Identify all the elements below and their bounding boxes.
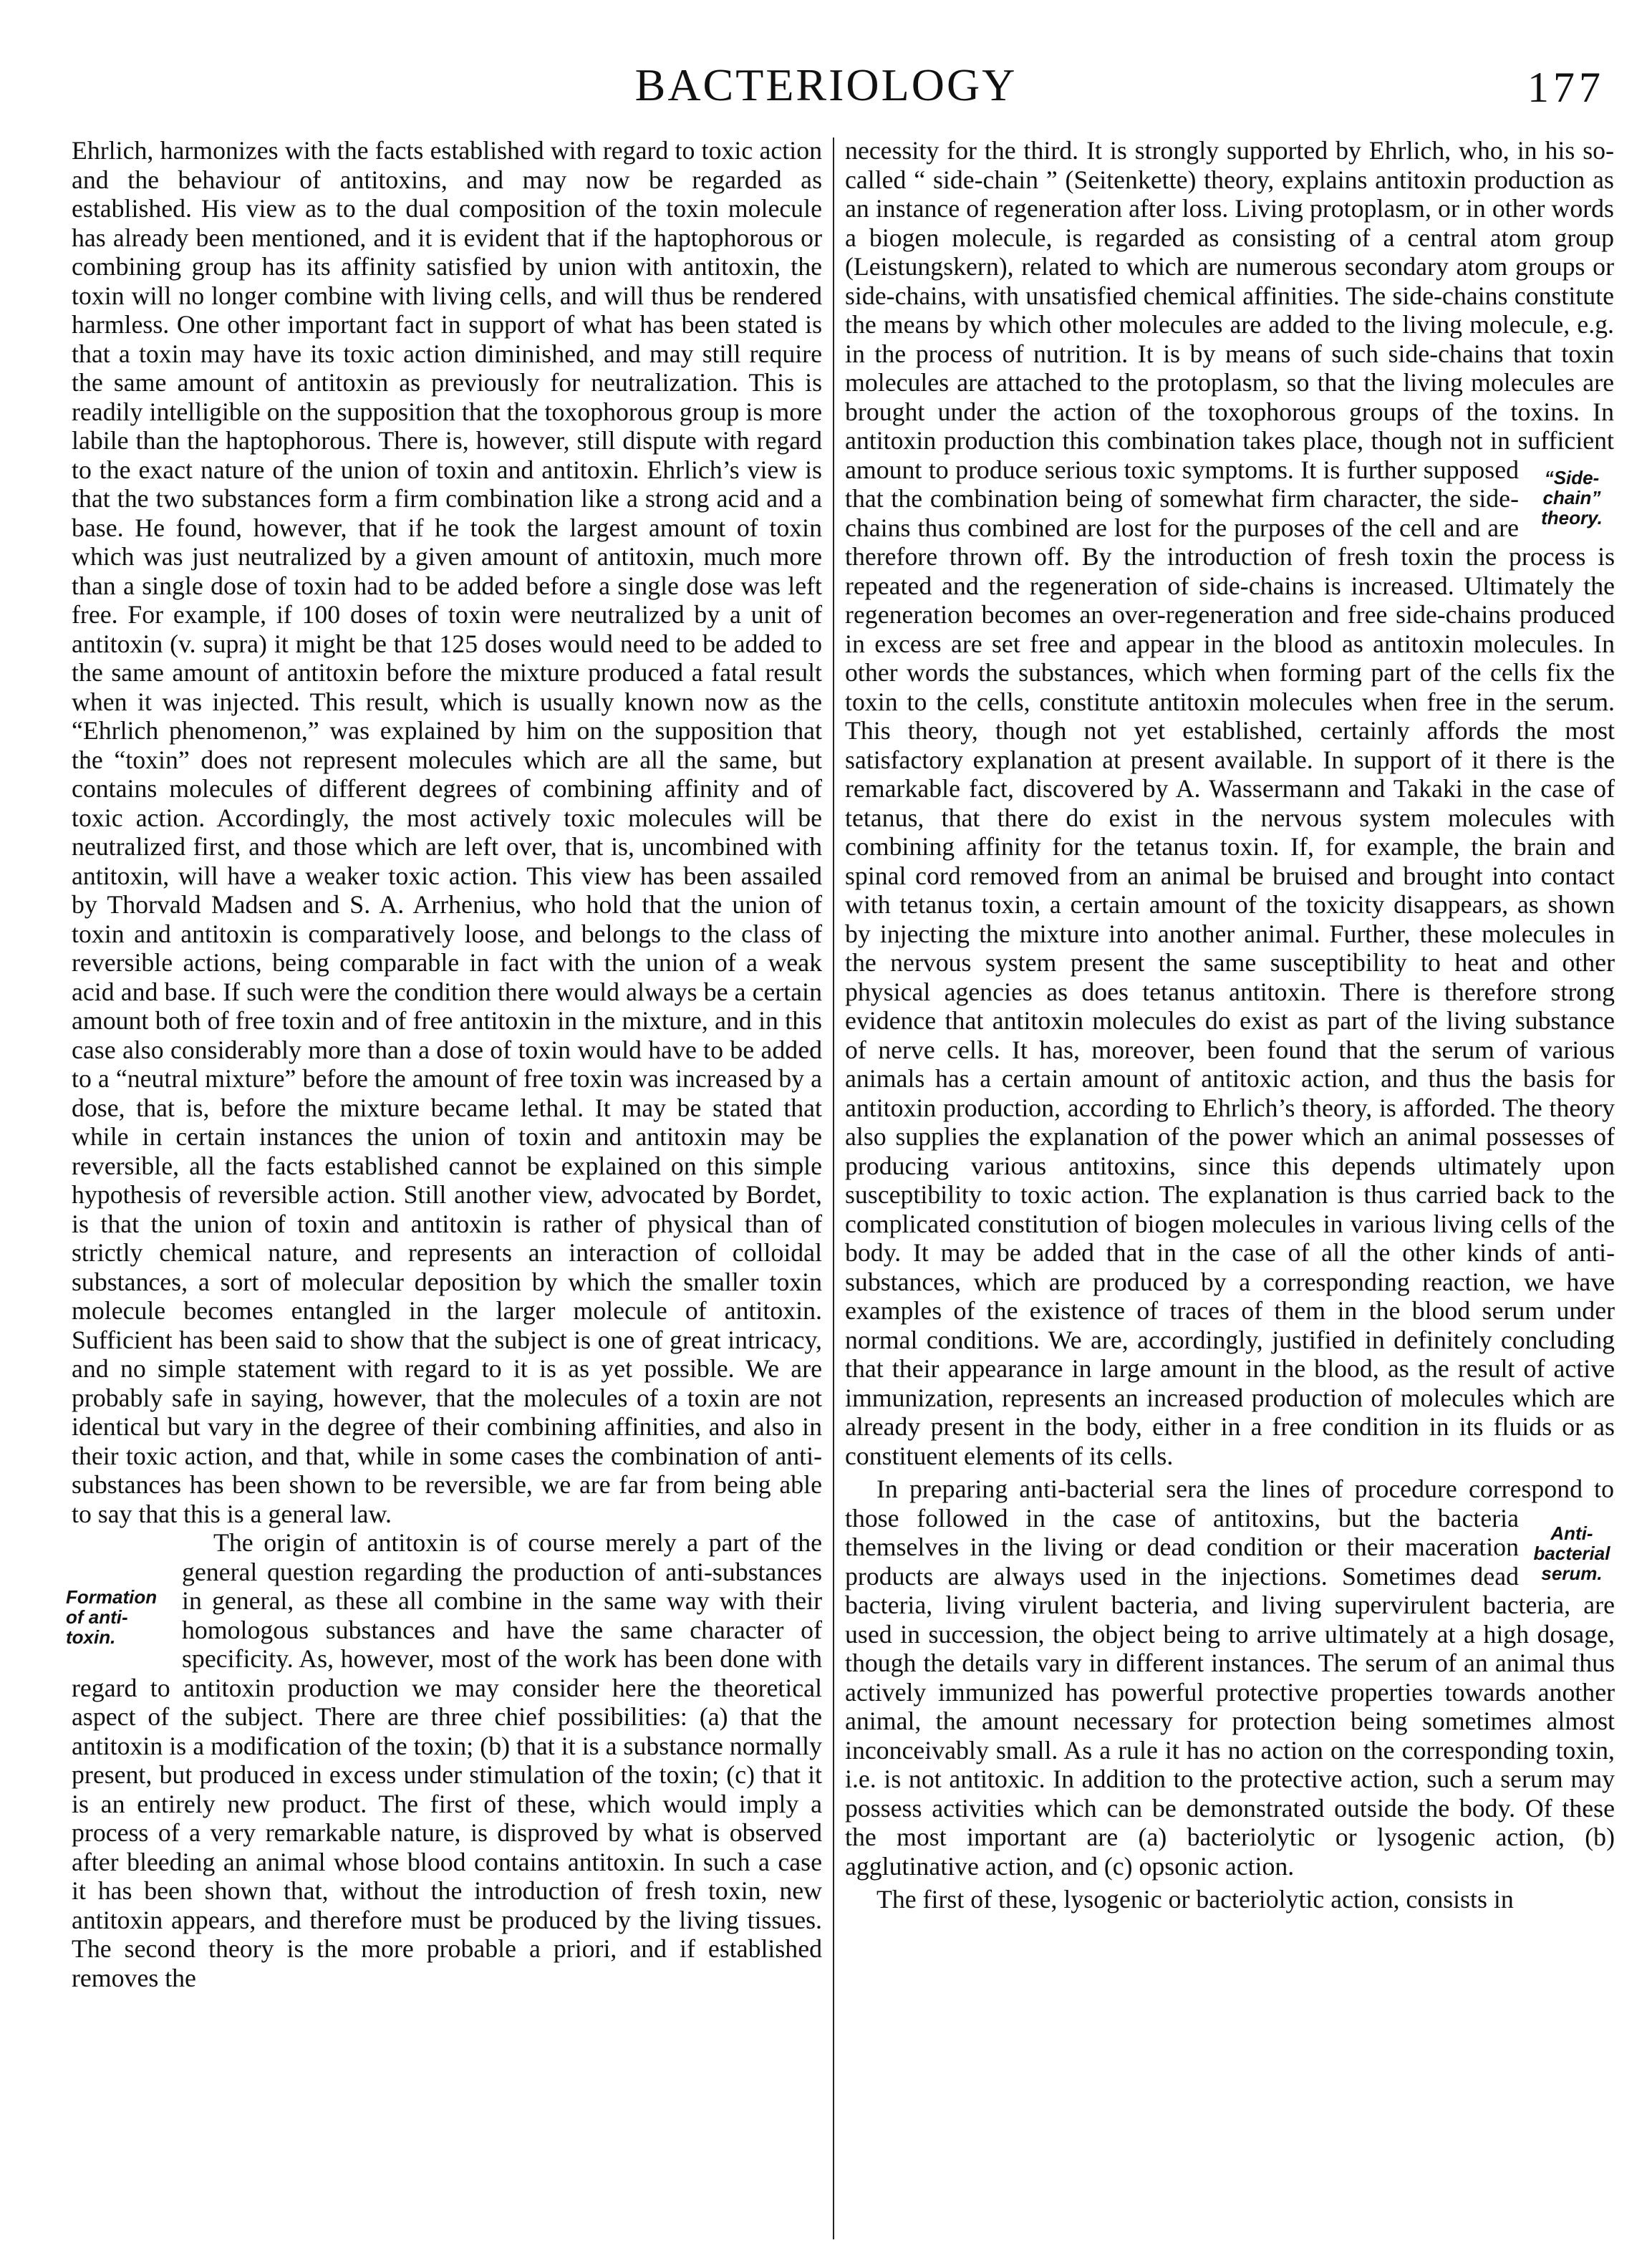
sidenote-side-chain-theory: “Side- chain” theory. [1541,467,1603,529]
paragraph-origin-of-antitoxin-block [66,1528,822,1992]
page-number: 177 [1527,64,1605,111]
running-head [0,59,1652,116]
column-divider [833,137,834,2239]
right-column [845,136,1615,1914]
page-title: BACTERIOLOGY [634,59,1018,110]
left-column [66,136,822,1992]
paragraph-side-chain-block [845,136,1615,1470]
paragraph-lysogenic-action: The first of these, lysogenic or bacteriolytic action, consists in [876,1885,1514,1914]
paragraph-anti-bacterial-block [845,1475,1615,1881]
paragraph-side-chain-theory: necessity for the third. It is strongly supported by Ehrlich, who, in his so-called “ side-chain ” (Seitenkette) theory, explains antitoxin production as an instance of regeneration after loss. Living protoplasm, or in other words a biogen molecule, is regarded as consisting of a central atom group (Leistungskern), related to which are numerous secondary atom groups or side-chains, with unsatisfied chemical affinities. The side-chains constitute the means by which other molecules are added to the living molecule, e.g. in the process of nutrition. It is by means of such side-chains that toxin molecules are attached to the protoplasm, so that the living molecules are brought under the action of the toxophorous groups of the toxins. In antitoxin production this combination takes place, though not in sufficient amount to produce serious toxic symptoms. It is further supposed that the combination being of somewhat firm character, the side-chains thus combined are lost for the purposes of the cell and are therefore thrown off. By the introduction of fresh toxin the process is repeated and the regeneration of side-chains is increased. Ultimately the regeneration becomes an over-regeneration and free side-chains produced in excess are set free and appear in the blood as antitoxin molecules. In other words the substances, which when forming part of the cells fix the toxin to the cells, constitute antitoxin molecules when free in the serum. This theory, though not yet established, certainly affords the most satisfactory explanation at present available. In support of it there is the remarkable fact, discovered by A. Wassermann and Takaki in the case of tetanus, that there do exist in the nervous system molecules with combining affinity for the tetanus toxin. If, for example, the brain and spinal cord removed from an animal be bruised and brought into contact with tetanus toxin, a certain amount of the toxicity disappears, as shown by injecting the mixture into another animal. Further, these molecules in the nervous system present the same susceptibility to heat and other physical agencies as does tetanus antitoxin. There is therefore strong evidence that antitoxin molecules do exist as part of the living substance of nerve cells. It has, moreover, been found that the serum of various animals has a certain amount of antitoxic action, and thus the basis for antitoxin production, according to Ehrlich’s theory, is afforded. The theory also supplies the explanation of the power which an animal possesses of producing various antitoxins, since this depends ultimately upon susceptibility to toxic action. The explanation is thus carried back to the complicated constitution of biogen molecules in various living cells of the body. It may be added that in the case of all the other kinds of anti-substances, which are produced by a corresponding reaction, we have examples of the existence of traces of them in the blood serum under normal conditions. We are, accordingly, justified in definitely concluding that their appearance in large amount in the blood, as the result of active immunization, represents an increased production of molecules which are already present in the body, either in a free condition in its fluids or as constituent elements of its cells. [845,136,1615,1470]
paragraph-anti-bacterial-sera: In preparing anti-bacterial sera the lines of procedure correspond to those followed in the case of antitoxins, but the bacteria themselves in the living or dead condition or their maceration products are always used in the injections. Sometimes dead bacteria, living virulent bacteria, and living supervirulent bacteria, are used in succession, the object being to arrive ultimately at a high dosage, though the details vary in different instances. The serum of an animal thus actively immunized has powerful protective properties towards another animal, the amount necessary for protection being sometimes almost inconceivably small. As a rule it has no action on the corresponding toxin, i.e. is not antitoxic. In addition to the protective action, such a serum may possess activities which can be demonstrated outside the body. Of these the most important are (a) bacteriolytic or lysogenic action, (b) agglutinative action, and (c) opsonic action. [845,1475,1615,1881]
sidenote-anti-bacterial-serum: Anti- bacterial serum. [1533,1523,1610,1584]
sidenote-formation-of-antitoxin: Formation of anti- toxin. [66,1586,158,1648]
paragraph-toxin-antitoxin-union: Ehrlich, harmonizes with the facts established with regard to toxic action and the behaviour of antitoxins, and may now be regarded as established. His view as to the dual composition of the toxin molecule has already been mentioned, and it is evident that if the haptophorous or combining group has its affinity satisfied by union with antitoxin, the toxin will no longer combine with living cells, and will thus be rendered harmless. One other important fact in support of what has been stated is that a toxin may have its toxic action diminished, and may still require the same amount of antitoxin as previously for neutralization. This is readily intelligible on the supposition that the toxophorous group is more labile than the haptophorous. There is, however, still dispute with regard to the exact nature of the union of toxin and antitoxin. Ehrlich’s view is that the two substances form a firm combination like a strong acid and a base. He found, however, that if he took the largest amount of toxin which was just neutralized by a given amount of antitoxin, much more than a single dose of toxin had to be added before a single dose was left free. For example, if 100 doses of toxin were neutralized by a unit of antitoxin (v. supra) it might be that 125 doses would need to be added to the same amount of antitoxin before the mixture produced a fatal result when it was injected. This result, which is usually known now as the “Ehrlich phenomenon,” was explained by him on the supposition that the “toxin” does not represent molecules which are all the same, but contains molecules of different degrees of combining affinity and of toxic action. Accordingly, the most actively toxic molecules will be neutralized first, and those which are left over, that is, uncombined with antitoxin, will have a weaker toxic action. This view has been assailed by Thorvald Madsen and S. A. Arrhenius, who hold that the union of toxin and antitoxin is comparatively loose, and belongs to the class of reversible actions, being comparable in fact with the union of a weak acid and base. If such were the condition there would always be a certain amount both of free toxin and of free antitoxin in the mixture, and in this case also considerably more than a dose of toxin would have to be added to a “neutral mixture” before the amount of free toxin was increased by a dose, that is, before the mixture became lethal. It may be stated that while in certain instances the union of toxin and antitoxin may be reversible, all the facts established cannot be explained on this simple hypothesis of reversible action. Still another view, advocated by Bordet, is that the union of toxin and antitoxin is rather of physical than of strictly chemical nature, and represents an interaction of colloidal substances, a sort of molecular deposition by which the smaller toxin molecule becomes entangled in the larger molecule of antitoxin. Sufficient has been said to show that the subject is one of great intricacy, and no simple statement with regard to it is as yet possible. We are probably safe in saying, however, that the molecules of a toxin are not identical but vary in the degree of their combining affinities, and also in their toxic action, and that, while in some cases the combination of anti-substances has been shown to be reversible, we are far from being able to say that this is a general law. [72,136,822,1528]
paragraph-origin-of-antitoxin: The origin of antitoxin is of course merely a part of the general question regarding the production of anti-substances in general, as these all combine in the same way with their homologous substances and have the same character of specificity. As, however, most of the work has been done with regard to antitoxin production we may consider here the theoretical aspect of the subject. There are three chief possibilities: (a) that the antitoxin is a modification of the toxin; (b) that it is a substance normally present, but produced in excess under stimulation of the toxin; (c) that it is an entirely new product. The first of these, which would imply a process of a very remarkable nature, is disproved by what is observed after bleeding an animal whose blood contains antitoxin. In such a case it has been shown that, without the introduction of fresh toxin, new antitoxin appears, and therefore must be produced by the living tissues. The second theory is the more probable a priori, and if established removes the [72,1528,822,1992]
